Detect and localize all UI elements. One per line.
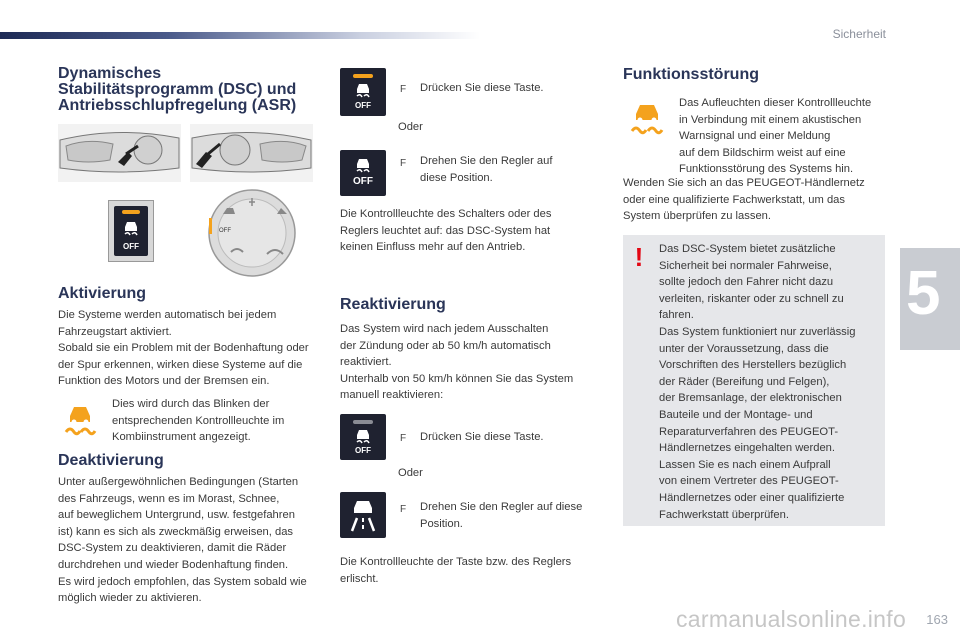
off-label: OFF: [355, 101, 371, 110]
dsc-active-icon: [340, 492, 386, 538]
or-text: Oder: [398, 121, 423, 133]
off-label: OFF: [355, 446, 371, 455]
dsc-warning-lamp-icon: [628, 100, 666, 138]
deactivation-heading: Deaktivierung: [58, 452, 164, 469]
dashboard-illustration-knob: [190, 124, 313, 182]
chapter-number: 5: [906, 259, 941, 328]
section-title: Dynamisches Stabilitätsprogramm (DSC) und Antriebsschlupfregelung (ASR): [58, 65, 297, 114]
bullet-arrow-icon: F: [400, 504, 407, 515]
skid-car-icon: [354, 427, 372, 445]
page-number: 163: [926, 612, 948, 627]
watermark: carmanualsonline.info: [676, 606, 907, 632]
dsc-off-button-icon: [340, 68, 386, 116]
reactivation-text: Das System wird nach jedem Ausschalten der Zündung oder ab 50 km/h automatisch reaktiviert. Unterhalb von 50 km/h können Sie das System manuell reaktivieren:: [340, 323, 574, 402]
skid-car-icon: [122, 219, 140, 237]
fault-heading: Funktionsstörung: [623, 66, 759, 83]
bullet-arrow-icon: F: [400, 84, 407, 95]
or-text: Oder: [398, 467, 423, 479]
reactivation-step-press: Drücken Sie diese Taste.: [420, 431, 544, 443]
fault-note: Das Aufleuchten dieser Kontrollleuchte in Verbindung mit einem akustischen Warnsignal und einer Meldung auf dem Bildschirm weist auf eine Funktionsstörung des Systems hin.: [679, 97, 872, 176]
dsc-knob-off-icon: [340, 150, 386, 196]
rotary-knob-illustration: [205, 188, 300, 278]
unlit-led: [353, 420, 373, 424]
svg-text:OFF: OFF: [219, 228, 231, 234]
warning-led: [122, 210, 140, 214]
step-press-button: Drücken Sie diese Taste.: [420, 82, 544, 94]
reactivation-result: Die Kontrollleuchte der Taste bzw. des Reglers erlischt.: [340, 556, 572, 585]
step-turn-knob: Drehen Sie den Regler auf diese Position.: [420, 155, 553, 184]
header-bar: [0, 32, 480, 39]
off-label: OFF: [123, 242, 139, 251]
deactivated-text: Die Kontrollleuchte des Schalters oder des Reglers leuchtet auf: das DSC-System hat keinen Einfluss mehr auf den Antrieb.: [340, 208, 552, 254]
fault-text: Wenden Sie sich an das PEUGEOT-Händlernetz oder eine qualifizierte Fachwerkstatt, um das System überprüfen zu lassen.: [623, 177, 865, 223]
activation-text: Die Systeme werden automatisch bei jedem Fahrzeugstart aktiviert. Sobald sie ein Problem mit der Bodenhaftung oder der Spur erkennen, wirken diese Systeme auf die Funktion des Motors und der Bremsen ein.: [58, 309, 309, 388]
activation-note: Dies wird durch das Blinken der entsprechenden Kontrollleuchte im Kombiinstrument angezeigt.: [112, 398, 285, 444]
off-label: OFF: [353, 176, 373, 187]
skid-car-active-icon: [348, 498, 378, 532]
reactivation-step-knob: Drehen Sie den Regler auf diese Position.: [420, 501, 583, 530]
warning-led: [353, 74, 373, 78]
dsc-off-button-icon-unlit: [340, 414, 386, 460]
activation-heading: Aktivierung: [58, 285, 147, 302]
warning-text: Das DSC-System bietet zusätzliche Sicherheit bei normaler Fahrweise, sollte jedoch den Fahrer nicht dazu verleiten, riskanter oder zu schnell zu fahren. Das System funktioniert nur zuverlässig unter der Voraussetzung, dass die Vorschriften des Herstellers bezüglich der Räder (Bereifung und Felgen), der Bremsanlage, der elektronischen Bauteile und der Montage- und Reparaturverfahren des PEUGEOT- Händlernetzes eingehalten werden. Lassen Sie es nach einem Aufprall von einem Vertreter des PEUGEOT- Händlernetzes oder einer qualifizierte Fachwerkstatt überprüfen.: [659, 243, 856, 521]
alert-icon: !: [634, 242, 644, 272]
bullet-arrow-icon: F: [400, 433, 407, 444]
chapter-title: Sicherheit: [832, 27, 886, 41]
dashboard-illustration: [58, 124, 181, 182]
skid-car-icon: [354, 156, 372, 174]
bullet-arrow-icon: F: [400, 158, 407, 169]
skid-car-icon: [354, 81, 372, 99]
deactivation-text: Unter außergewöhnlichen Bedingungen (Starten des Fahrzeugs, wenn es im Morast, Schnee, auf beweglichem Untergrund, usw. festgefahren ist) kann es sich als zweckmäßig erweisen, das DSC-System zu deaktivieren, damit die Räder durchdrehen und wieder Bodenhaftung finden. Es wird jedoch empfohlen, das System sobald wie möglich wieder zu aktivieren.: [58, 476, 307, 605]
reactivation-heading: Reaktivierung: [340, 296, 446, 313]
dsc-warning-lamp-icon: [62, 402, 98, 438]
dsc-off-button-illustration: [108, 200, 154, 262]
